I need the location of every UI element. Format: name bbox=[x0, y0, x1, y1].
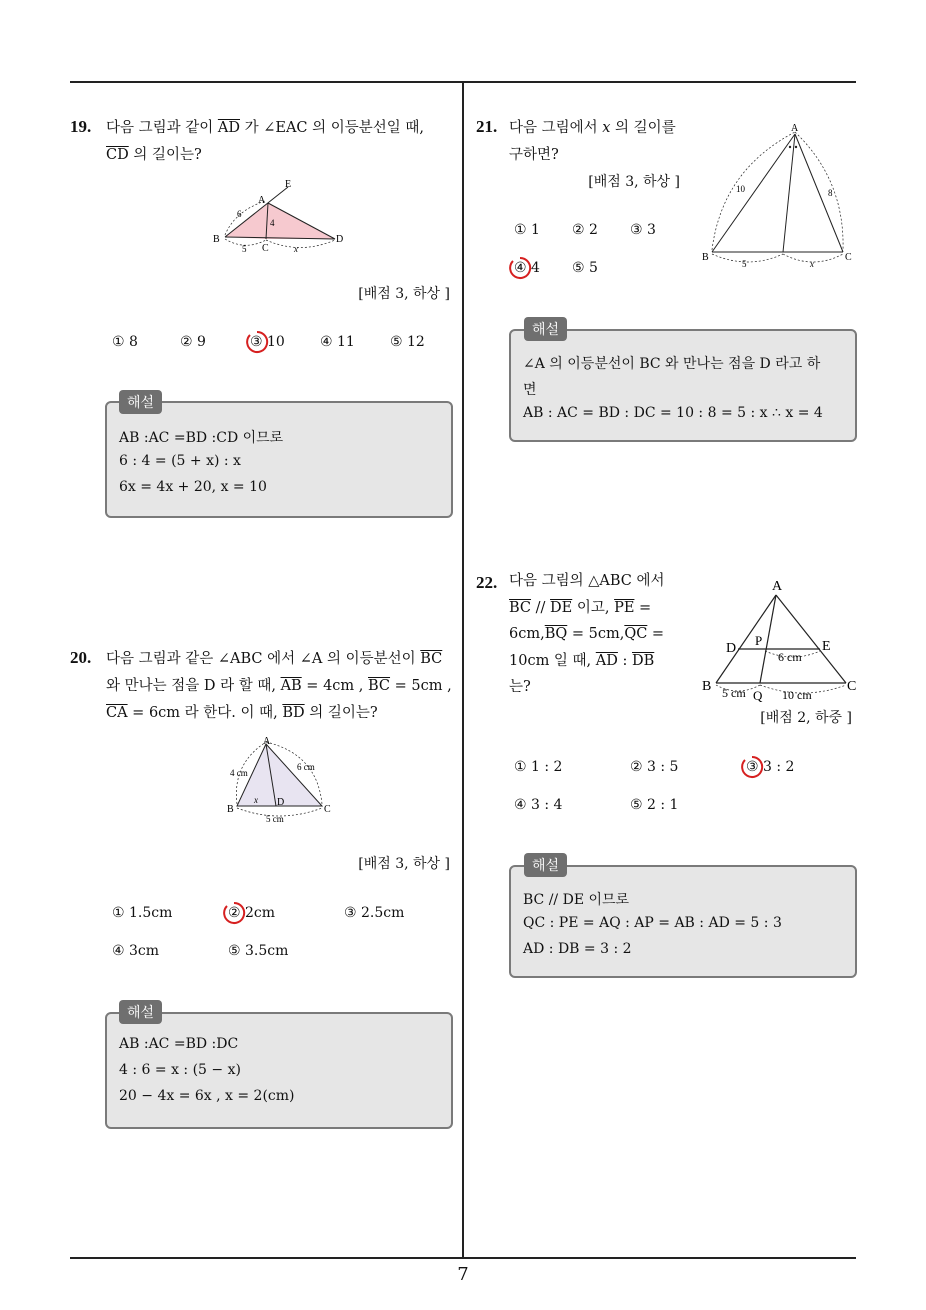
q22-sol-line1: BC // DE 이므로 bbox=[523, 892, 630, 908]
q22-choice-5[interactable]: ⑤ 2 : 1 bbox=[630, 797, 679, 813]
q19-solution-tag: 해설 bbox=[119, 390, 162, 414]
q20-solution-box bbox=[105, 1012, 453, 1129]
q21-label-bd: 5 bbox=[742, 259, 747, 269]
q22-answer-mark-icon bbox=[740, 755, 764, 779]
q20-label-c: C bbox=[324, 804, 331, 815]
q20-sol-line3: 20 − 4x = 6x , x = 2(cm) bbox=[119, 1088, 295, 1104]
q19-label-bc: 5 bbox=[242, 244, 247, 254]
q20-choice-3[interactable]: ③ 2.5cm bbox=[344, 905, 405, 921]
q22-label-pe: 6 cm bbox=[778, 650, 802, 664]
q19-choice-4[interactable]: ④ 11 bbox=[320, 334, 355, 350]
q21-sol-line3: AB : AC = BD : DC = 10 : 8 = 5 : x ∴ x = 4 bbox=[523, 405, 823, 421]
q19-label-c: C bbox=[262, 243, 269, 254]
q20-choice-2[interactable]: ② 2cm bbox=[228, 905, 276, 921]
q19-text: 다음 그림과 같이 $\overline{AD}$ 가 ∠EAC 의 이등분선일 때, $\overline{CD}$ 의 길이는? bbox=[106, 120, 425, 163]
q22-label-bq: 5 cm bbox=[722, 686, 746, 700]
q20-sol-line2: 4 : 6 = x : (5 − x) bbox=[119, 1062, 241, 1078]
q22-label-d: D bbox=[726, 641, 737, 656]
q21-answer-mark-icon bbox=[508, 256, 532, 280]
q21-difficulty: [배점 3, 하상 ] bbox=[588, 174, 680, 190]
q21-label-a: A bbox=[791, 123, 799, 134]
q21-figure bbox=[700, 120, 860, 270]
q21-choice-4[interactable]: ④ 4 bbox=[514, 260, 540, 276]
q22-label-p: P bbox=[755, 633, 763, 648]
q22-choice-1[interactable]: ① 1 : 2 bbox=[514, 759, 563, 775]
q20-sol-line1: AB :AC =BD :DC bbox=[119, 1036, 239, 1052]
q21-solution-box bbox=[509, 329, 857, 442]
q20-number: 20. bbox=[70, 648, 92, 667]
q19-sol-line3: 6x = 4x + 20, x = 10 bbox=[119, 479, 267, 495]
q22-solution-box bbox=[509, 865, 857, 978]
q20-label-ab: 4 cm bbox=[230, 768, 248, 778]
q21-label-ac: 8 bbox=[828, 188, 833, 198]
q22-sol-line3: AD : DB = 3 : 2 bbox=[523, 941, 632, 957]
q21-choice-1[interactable]: ① 1 bbox=[514, 222, 540, 238]
q19-label-ac: 4 bbox=[270, 218, 275, 228]
q20-label-ac: 6 cm bbox=[297, 762, 315, 772]
q19-label-b: B bbox=[213, 234, 220, 245]
q20-label-b: B bbox=[227, 804, 234, 815]
q20-difficulty: [배점 3, 하상 ] bbox=[358, 856, 450, 872]
q22-choice-2[interactable]: ② 3 : 5 bbox=[630, 759, 679, 775]
q21-number: 21. bbox=[476, 117, 498, 136]
column-divider bbox=[462, 81, 464, 1258]
q19-choice-3[interactable]: ③ 10 bbox=[250, 334, 285, 350]
q20-label-d: D bbox=[277, 797, 285, 808]
bottom-rule bbox=[70, 1257, 856, 1259]
q22-label-e: E bbox=[822, 639, 831, 654]
q21-solution-tag: 해설 bbox=[524, 317, 567, 341]
q22-figure bbox=[698, 575, 860, 705]
q20-label-bc: 5 cm bbox=[266, 814, 284, 824]
page-number: 7 bbox=[457, 1264, 469, 1285]
q19-sol-line1: AB :AC =BD :CD 이므로 bbox=[119, 430, 284, 446]
q20-answer-mark-icon bbox=[222, 901, 246, 925]
q19-choice-1[interactable]: ① 8 bbox=[112, 334, 138, 350]
q19-label-cd: x bbox=[294, 244, 298, 254]
q19-difficulty: [배점 3, 하상 ] bbox=[358, 286, 450, 302]
q19-sol-line2: 6 : 4 = (5 + x) : x bbox=[119, 453, 241, 469]
q22-sol-line2: QC : PE = AQ : AP = AB : AD = 5 : 3 bbox=[523, 915, 782, 931]
q21-choice-3[interactable]: ③ 3 bbox=[630, 222, 656, 238]
q21-label-c: C bbox=[845, 252, 852, 263]
q22-label-c: C bbox=[847, 679, 857, 694]
q19-label-ab: 6 bbox=[237, 209, 242, 219]
q20-choice-1[interactable]: ① 1.5cm bbox=[112, 905, 173, 921]
q22-label-b: B bbox=[702, 679, 712, 694]
q20-figure bbox=[222, 734, 342, 828]
q21-label-dc: x bbox=[810, 259, 814, 269]
q20-label-bd: x bbox=[254, 795, 258, 805]
q19-number: 19. bbox=[70, 117, 92, 136]
q19-label-a: A bbox=[258, 195, 266, 206]
q20-label-a: A bbox=[263, 736, 271, 747]
q20-choice-5[interactable]: ⑤ 3.5cm bbox=[228, 943, 289, 959]
q21-label-ab: 10 bbox=[736, 184, 745, 194]
q21-sol-line2: 면 bbox=[523, 382, 537, 398]
q20-choice-4[interactable]: ④ 3cm bbox=[112, 943, 160, 959]
q22-solution-tag: 해설 bbox=[524, 853, 567, 877]
q22-number: 22. bbox=[476, 573, 498, 592]
q20-text: 다음 그림과 같은 ∠ABC 에서 ∠A 의 이등분선이 $\overline{BC}$ 와 만나는 점을 D 라 할 때, $\overline{AB} = 4cm$ , $\overline{BC} = 5cm$ , $\overline{CA} = 6cm$ 라 한다. 이 때, $\overline{BD}$ 의 길이는? bbox=[106, 651, 452, 721]
q19-label-e: E bbox=[285, 179, 292, 190]
q21-label-b: B bbox=[702, 252, 709, 263]
q19-choice-5[interactable]: ⑤ 12 bbox=[390, 334, 425, 350]
q21-choice-2[interactable]: ② 2 bbox=[572, 222, 598, 238]
q19-figure bbox=[210, 175, 350, 255]
q22-label-q: Q bbox=[753, 688, 763, 703]
q19-label-d: D bbox=[336, 234, 344, 245]
q22-text: 다음 그림의 △ABC 에서 $\overline{BC} // \overline{DE}$ 이고, $\overline{PE}$ = $6cm,\overline{BQ} = 5cm,\overline{QC}$ = 10cm 일 때, $\overline{AD}$ : $\overline{DB}$ 는? bbox=[509, 573, 665, 695]
q22-difficulty: [배점 2, 하중 ] bbox=[760, 710, 852, 726]
q22-choice-4[interactable]: ④ 3 : 4 bbox=[514, 797, 563, 813]
q19-answer-mark-icon bbox=[245, 330, 269, 354]
q19-choice-2[interactable]: ② 9 bbox=[180, 334, 206, 350]
q22-label-a: A bbox=[772, 579, 783, 594]
q19-solution-box bbox=[105, 401, 453, 518]
q21-sol-line1: ∠A 의 이등분선이 BC 와 만나는 점을 D 라고 하 bbox=[523, 356, 821, 372]
q22-label-qc: 10 cm bbox=[782, 688, 812, 702]
q21-text: 다음 그림에서 x 의 길이를 구하면? bbox=[509, 120, 676, 163]
q21-choice-5[interactable]: ⑤ 5 bbox=[572, 260, 598, 276]
q22-choice-3[interactable]: ③ 3 : 2 bbox=[746, 759, 795, 775]
q20-solution-tag: 해설 bbox=[119, 1000, 162, 1024]
